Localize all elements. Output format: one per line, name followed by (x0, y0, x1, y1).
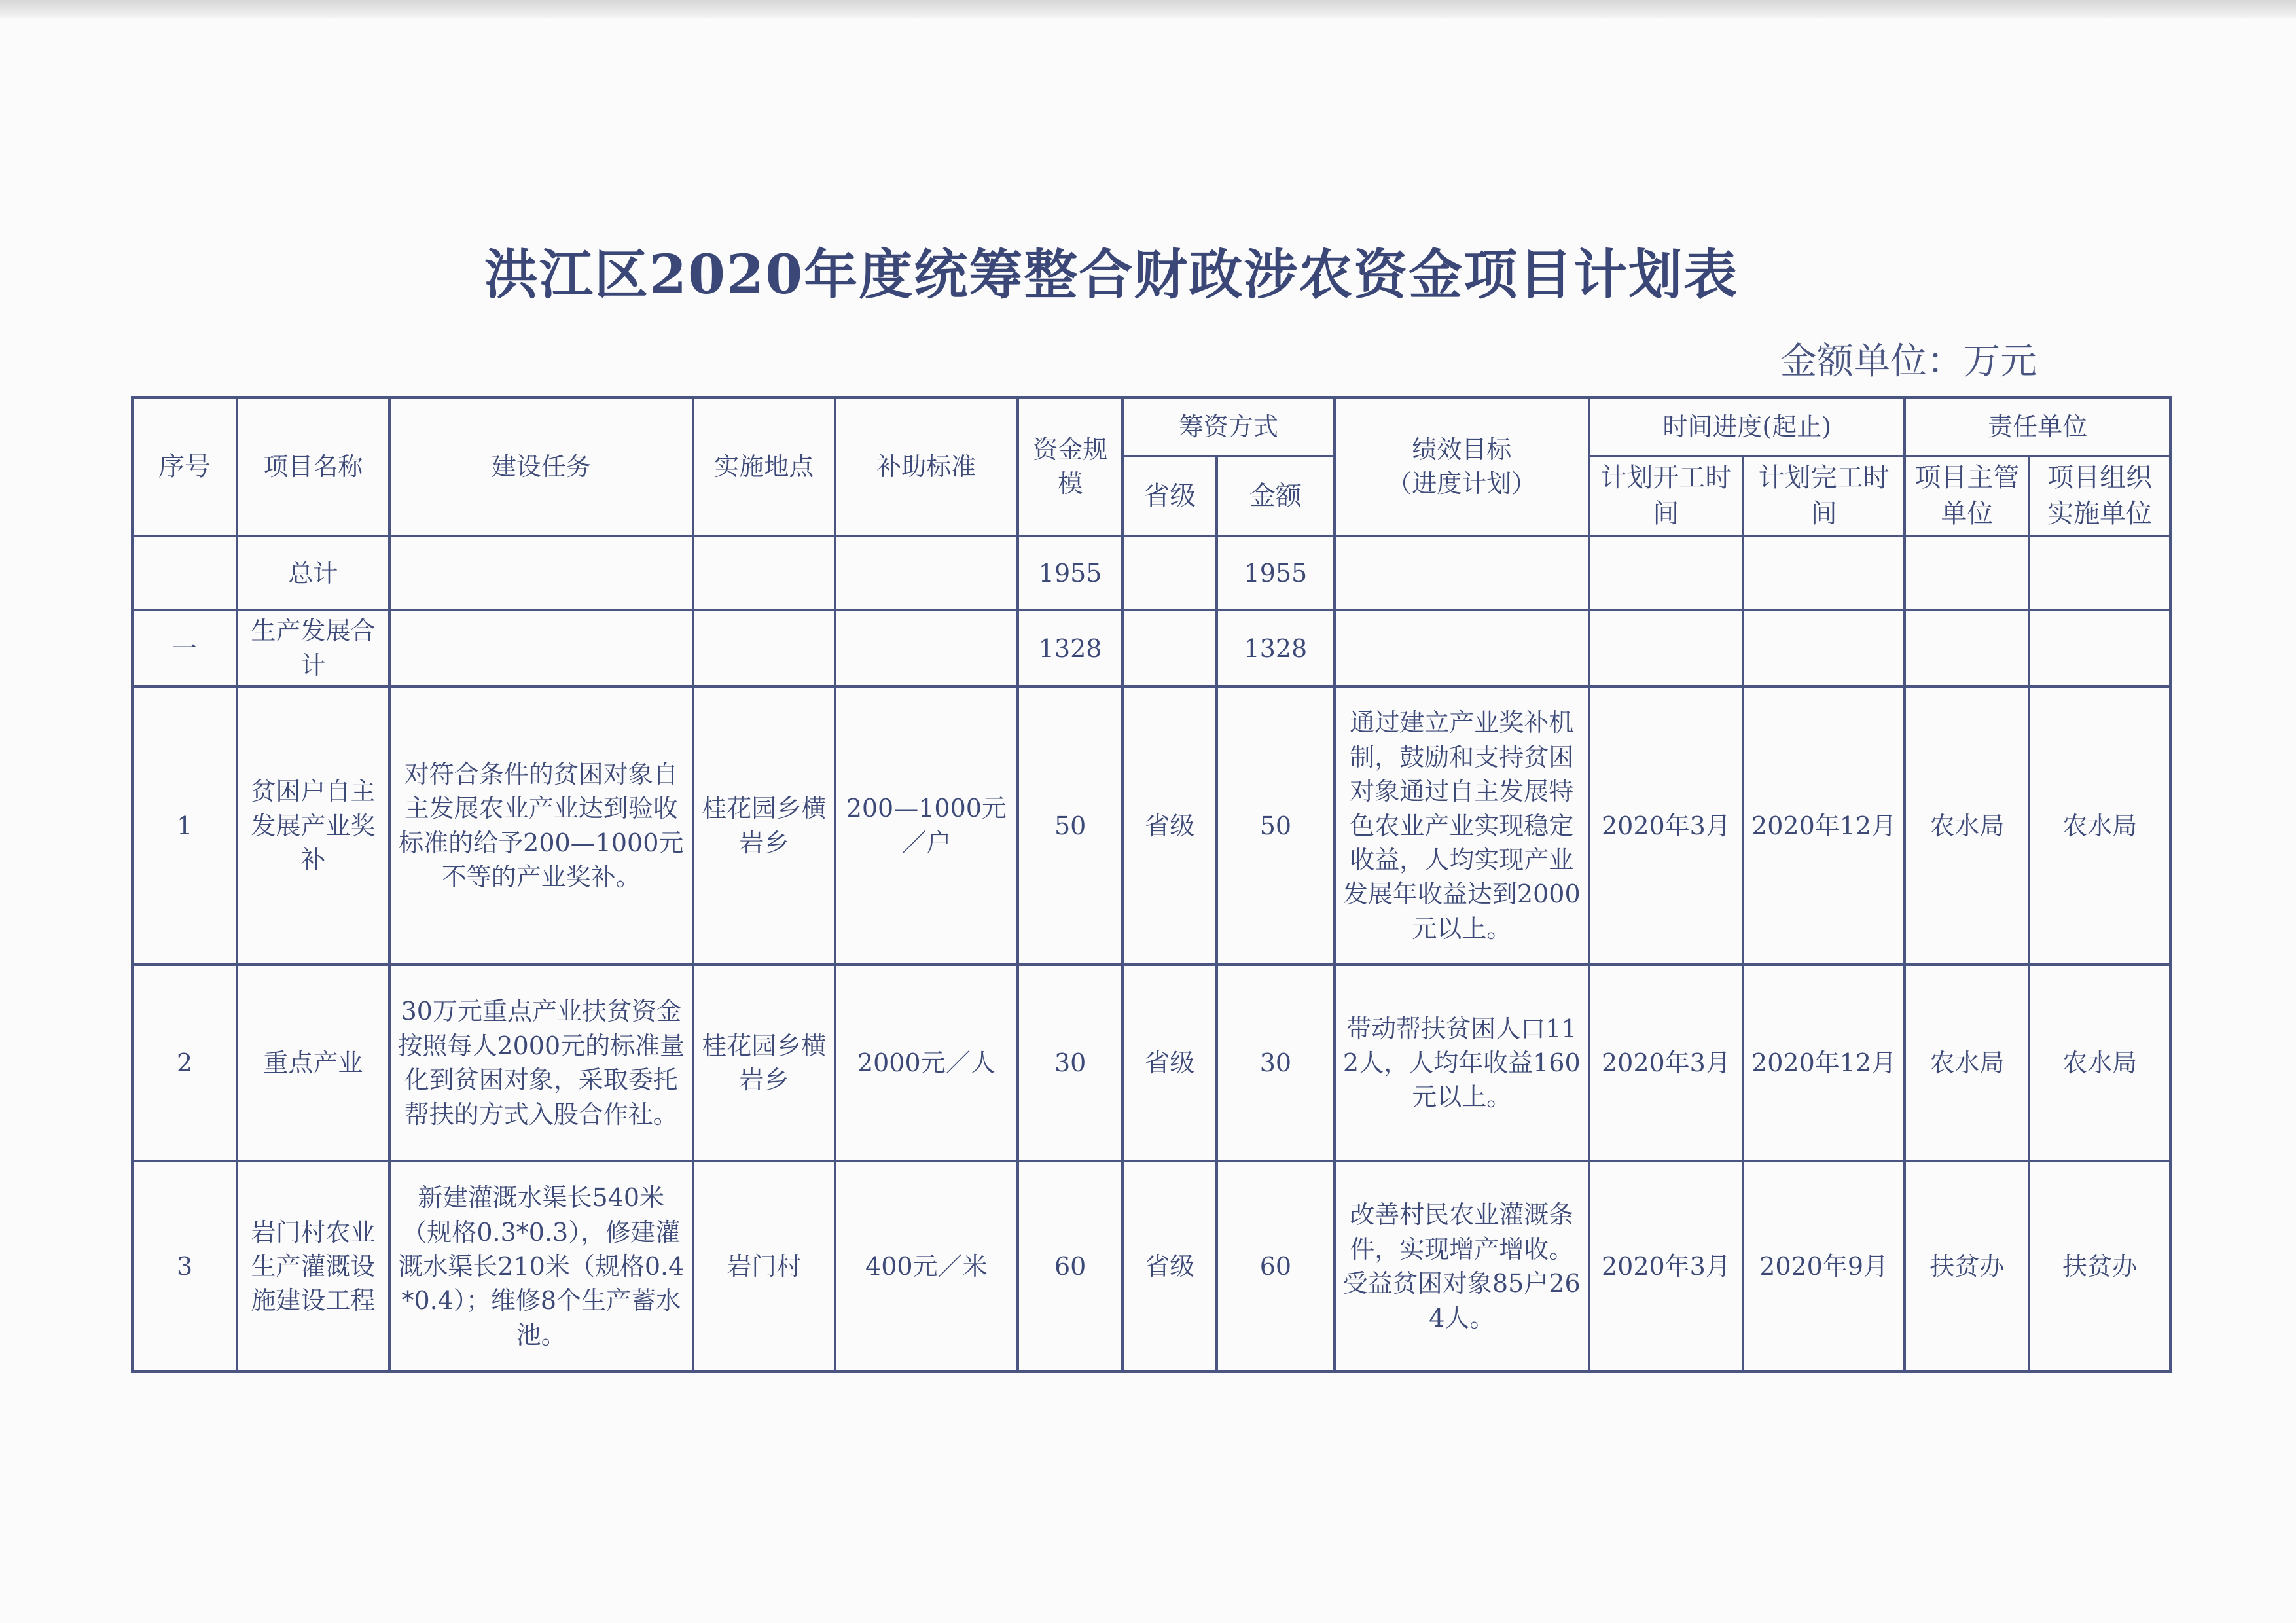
row-supervisor: 农水局 (1905, 687, 2029, 965)
row-funding-amount: 60 (1217, 1161, 1334, 1372)
header-task: 建设任务 (389, 397, 693, 536)
row-start: 2020年3月 (1589, 687, 1743, 965)
table-row (132, 965, 2170, 1161)
cell-empty (389, 610, 693, 687)
header-location: 实施地点 (693, 397, 835, 536)
table-row-total (132, 536, 2170, 610)
header-end: 计划完工时间 (1743, 456, 1905, 536)
row-funding-amount: 30 (1217, 965, 1334, 1161)
cell-empty (835, 536, 1018, 610)
cell-empty (132, 536, 237, 610)
header-responsible: 责任单位 (1905, 397, 2170, 456)
row-task: 对符合条件的贫困对象自主发展农业产业达到验收标准的给予200—1000元不等的产业奖补。 (389, 687, 693, 965)
table-row-subtotal (132, 610, 2170, 687)
scan-edge (0, 0, 2296, 18)
row-project-name: 重点产业 (237, 965, 389, 1161)
subtotal-label: 生产发展合计 (237, 610, 389, 687)
row-standard: 200—1000元／户 (835, 687, 1018, 965)
row-funding-level: 省级 (1122, 1161, 1217, 1372)
header-scale: 资金规模 (1018, 397, 1122, 536)
cell-empty (1122, 610, 1217, 687)
cell-empty (2029, 536, 2170, 610)
row-scale: 60 (1018, 1161, 1122, 1372)
row-task: 30万元重点产业扶贫资金按照每人2000元的标准量化到贫困对象，采取委托帮扶的方式入股合作社。 (389, 965, 693, 1161)
header-funding-level: 省级 (1122, 456, 1217, 536)
row-funding-amount: 50 (1217, 687, 1334, 965)
row-supervisor: 农水局 (1905, 965, 2029, 1161)
document-title: 洪江区2020年度统筹整合财政涉农资金项目计划表 (484, 243, 1739, 306)
row-task: 新建灌溉水渠长540米（规格0.3*0.3），修建灌溉水渠长210米（规格0.4*0.4）；维修8个生产蓄水池。 (389, 1161, 693, 1372)
header-supervisor: 项目主管单位 (1905, 456, 2029, 536)
total-label: 总计 (237, 536, 389, 610)
row-seq: 2 (132, 965, 237, 1161)
cell-empty (1589, 610, 1743, 687)
cell-empty (1335, 536, 1590, 610)
row-seq: 3 (132, 1161, 237, 1372)
row-project-name: 岩门村农业生产灌溉设施建设工程 (237, 1161, 389, 1372)
cell-empty (1743, 536, 1905, 610)
subtotal-scale: 1328 (1018, 610, 1122, 687)
header-start: 计划开工时间 (1589, 456, 1743, 536)
cell-empty (1743, 610, 1905, 687)
row-scale: 50 (1018, 687, 1122, 965)
row-end: 2020年9月 (1743, 1161, 1905, 1372)
header-implementer: 项目组织实施单位 (2029, 456, 2170, 536)
project-plan-table (131, 396, 2172, 1373)
header-funding: 筹资方式 (1122, 397, 1334, 456)
table-row (132, 687, 2170, 965)
header-seq: 序号 (132, 397, 237, 536)
row-location: 桂花园乡横岩乡 (693, 687, 835, 965)
header-name: 项目名称 (237, 397, 389, 536)
cell-empty (1905, 536, 2029, 610)
row-location: 桂花园乡横岩乡 (693, 965, 835, 1161)
header-row-1 (132, 397, 2170, 456)
cell-empty (1335, 610, 1590, 687)
row-implementer: 农水局 (2029, 687, 2170, 965)
header-goal-main: 绩效目标 (1412, 435, 1512, 464)
header-goal (1335, 397, 1590, 536)
cell-empty (693, 536, 835, 610)
row-end: 2020年12月 (1743, 687, 1905, 965)
row-goal: 通过建立产业奖补机制，鼓励和支持贫困对象通过自主发展特色农业产业实现稳定收益，人均实现产业发展年收益达到2000元以上。 (1335, 687, 1590, 965)
row-location: 岩门村 (693, 1161, 835, 1372)
row-project-name: 贫困户自主发展产业奖补 (237, 687, 389, 965)
row-scale: 30 (1018, 965, 1122, 1161)
header-standard: 补助标准 (835, 397, 1018, 536)
row-seq: 1 (132, 687, 237, 965)
header-funding-amount: 金额 (1217, 456, 1334, 536)
row-implementer: 农水局 (2029, 965, 2170, 1161)
row-standard: 400元／米 (835, 1161, 1018, 1372)
row-implementer: 扶贫办 (2029, 1161, 2170, 1372)
amount-unit: 金额单位：万元 (1780, 340, 2037, 383)
table-row (132, 1161, 2170, 1372)
row-start: 2020年3月 (1589, 965, 1743, 1161)
total-amount: 1955 (1217, 536, 1334, 610)
header-goal-sub: （进度计划） (1387, 469, 1537, 499)
cell-empty (693, 610, 835, 687)
row-goal: 带动帮扶贫困人口112人，人均年收益160元以上。 (1335, 965, 1590, 1161)
cell-empty (1905, 610, 2029, 687)
cell-empty (2029, 610, 2170, 687)
subtotal-seq: 一 (132, 610, 237, 687)
row-goal: 改善村民农业灌溉条件，实现增产增收。受益贫困对象85户264人。 (1335, 1161, 1590, 1372)
row-end: 2020年12月 (1743, 965, 1905, 1161)
row-funding-level: 省级 (1122, 687, 1217, 965)
cell-empty (389, 536, 693, 610)
subtotal-amount: 1328 (1217, 610, 1334, 687)
header-schedule: 时间进度(起止) (1589, 397, 1905, 456)
row-start: 2020年3月 (1589, 1161, 1743, 1372)
row-funding-level: 省级 (1122, 965, 1217, 1161)
row-supervisor: 扶贫办 (1905, 1161, 2029, 1372)
total-scale: 1955 (1018, 536, 1122, 610)
row-standard: 2000元／人 (835, 965, 1018, 1161)
cell-empty (835, 610, 1018, 687)
cell-empty (1589, 536, 1743, 610)
cell-empty (1122, 536, 1217, 610)
